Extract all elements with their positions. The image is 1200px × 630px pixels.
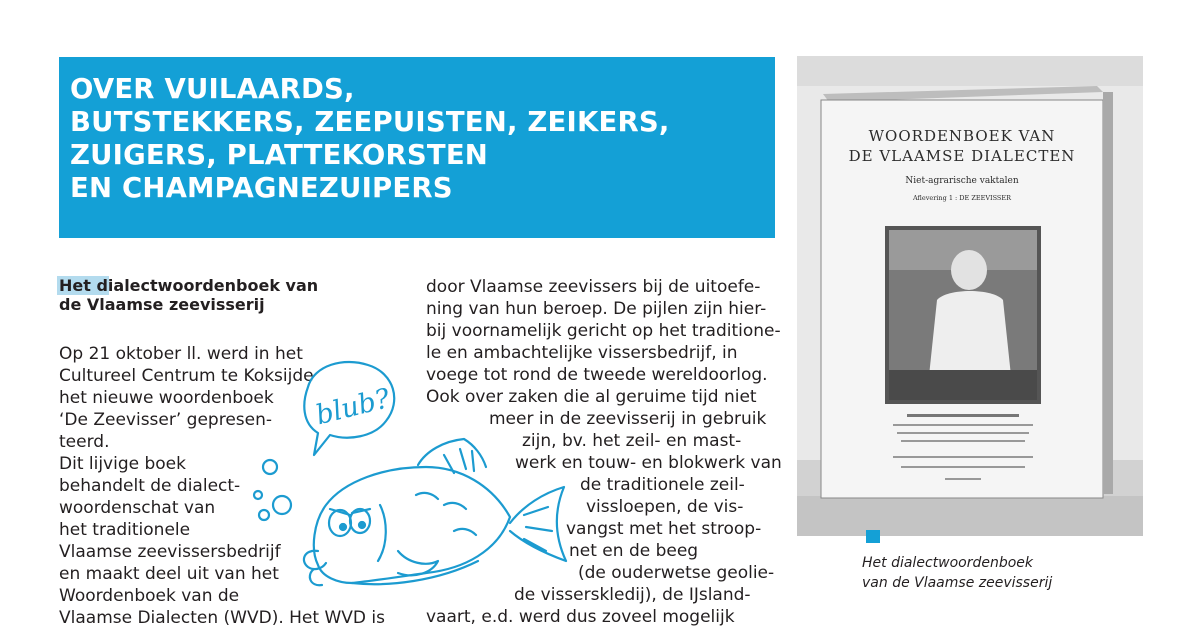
column-1-line: Cultureel Centrum te Koksijde: [59, 366, 314, 386]
book-photo: [797, 56, 1143, 536]
caption-line: Het dialectwoordenboek: [862, 555, 1034, 571]
column-2-line: le en ambachtelijke vissersbedrijf, in: [426, 343, 738, 363]
caption-line: van de Vlaamse zeevisserij: [862, 575, 1053, 591]
subhead-line: de Vlaamse zeevisserij: [59, 295, 265, 314]
column-2-line: voege tot rond de tweede wereldoorlog.: [426, 365, 768, 385]
air-bubble: [259, 510, 269, 520]
column-2-line: de traditionele zeil-: [580, 475, 745, 495]
photo-caption: [862, 553, 1052, 593]
column-2-line: vaart, e.d. werd dus zoveel mogelijk: [426, 607, 735, 627]
air-bubble: [273, 496, 291, 514]
headline-line: OVER VUILAARDS,: [70, 73, 355, 105]
column-2-line: net en de beeg: [569, 541, 699, 561]
column-1-line: ‘De Zeevisser’ gepresen-: [59, 410, 273, 430]
fish-gill: [378, 505, 386, 561]
column-2-line: Ook over zaken die al geruime tijd niet: [426, 387, 757, 407]
fish-pupil: [340, 524, 346, 530]
column-2-line: werk en touw- en blokwerk van: [515, 453, 782, 473]
book-installment: Aflevering 1 : DE ZEEVISSER: [912, 194, 1012, 202]
book-title-line: WOORDENBOEK VAN: [868, 127, 1056, 145]
column-1-line: Dit lijvige boek: [59, 454, 186, 474]
column-1-line: het traditionele: [59, 520, 191, 540]
book-cover-text: [821, 126, 1103, 204]
column-1-line: woordenschat van: [59, 498, 216, 518]
tail-fin: [510, 487, 566, 561]
column-2-line: bij voornamelijk gericht op het traditione-: [426, 321, 781, 341]
book-title-line: DE VLAAMSE DIALECTEN: [848, 147, 1076, 165]
subhead-line: Het dialectwoordenboek van: [59, 276, 319, 295]
column-1-line: Op 21 oktober ll. werd in het: [59, 344, 303, 364]
fish-pupil: [359, 522, 365, 528]
speech-bubble-text: blub?: [312, 383, 394, 432]
column-1-line: Vlaamse Dialecten (WVD). Het WVD is: [59, 608, 385, 628]
air-bubble: [254, 491, 262, 499]
column-1-line: teerd.: [59, 432, 110, 452]
caption-marker: [866, 530, 880, 543]
fish-scales: [416, 493, 476, 535]
headline-line: ZUIGERS, PLATTEKORSTEN: [70, 139, 489, 171]
headline-banner: [59, 57, 775, 238]
column-2-line: vangst met het stroop-: [566, 519, 762, 539]
fish-illustration: [248, 355, 568, 625]
headline: [70, 73, 670, 205]
subhead: [59, 276, 318, 314]
headline-line: BUTSTEKKERS, ZEEPUISTEN, ZEIKERS,: [70, 106, 670, 138]
air-bubble: [263, 460, 277, 474]
column-1-line: Woordenboek van de: [59, 586, 240, 606]
column-2-line: vissloepen, de vis-: [586, 497, 744, 517]
column-2-line: zijn, bv. het zeil- en mast-: [522, 431, 742, 451]
column-1-line: Vlaamse zeevissersbedrijf: [59, 542, 281, 562]
column-2-line: de visserskledij), de IJsland-: [514, 585, 751, 605]
column-1-line: en maakt deel uit van het: [59, 564, 279, 584]
book-subtitle: Niet-agrarische vaktalen: [905, 176, 1019, 186]
column-1-line: het nieuwe woordenboek: [59, 388, 274, 408]
column-1-line: behandelt de dialect-: [59, 476, 241, 496]
headline-line: EN CHAMPAGNEZUIPERS: [70, 172, 453, 204]
column-2-line: ning van hun beroep. De pijlen zijn hier-: [426, 299, 767, 319]
column-2-line: door Vlaamse zeevissers bij de uitoefe-: [426, 277, 761, 297]
column-2-line: meer in de zeevisserij in gebruik: [489, 409, 767, 429]
column-2-line: (de ouderwetse geolie-: [578, 563, 775, 583]
